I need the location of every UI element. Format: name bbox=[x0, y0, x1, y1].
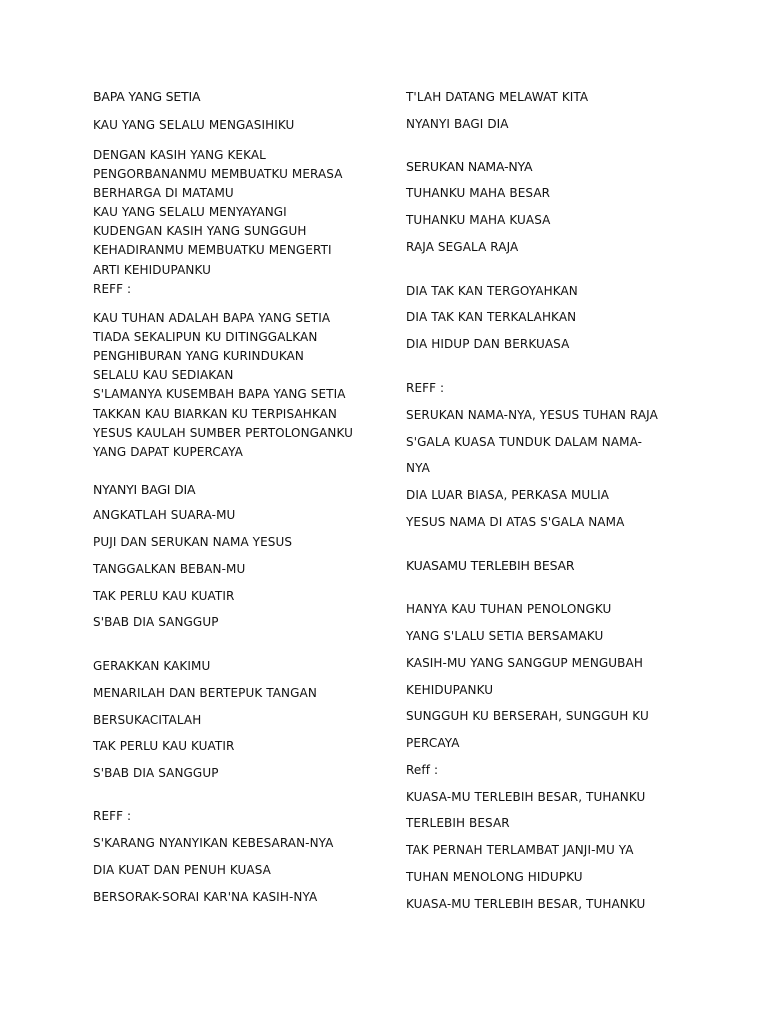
lyric-line: DIA HIDUP DAN BERKUASA bbox=[406, 337, 570, 351]
lyric-line: TUHAN MENOLONG HIDUPKU bbox=[406, 870, 583, 884]
reff-label: REFF : bbox=[93, 809, 132, 823]
lyric-line: S'BAB DIA SANGGUP bbox=[93, 766, 219, 780]
lyric-line: TAK PERLU KAU KUATIR bbox=[93, 739, 235, 753]
lyric-line: DIA TAK KAN TERGOYAHKAN bbox=[406, 284, 578, 298]
lyric-line: TIADA SEKALIPUN KU DITINGGALKAN bbox=[93, 330, 318, 344]
song-title: BAPA YANG SETIA bbox=[93, 89, 201, 104]
lyric-line: YANG DAPAT KUPERCAYA bbox=[93, 445, 243, 459]
lyric-line: HANYA KAU TUHAN PENOLONGKU bbox=[406, 602, 612, 616]
lyric-line: DIA KUAT DAN PENUH KUASA bbox=[93, 863, 271, 877]
lyric-line: KEHADIRANMU MEMBUATKU MENGERTI bbox=[93, 243, 332, 257]
lyric-line: TAK PERNAH TERLAMBAT JANJI-MU YA bbox=[406, 843, 634, 857]
lyric-line: TERLEBIH BESAR bbox=[406, 816, 510, 830]
lyric-line: DIA TAK KAN TERKALAHKAN bbox=[406, 310, 577, 324]
lyric-line: ARTI KEHIDUPANKU bbox=[93, 263, 211, 277]
lyric-line: DIA LUAR BIASA, PERKASA MULIA bbox=[406, 488, 610, 502]
lyric-line: SELALU KAU SEDIAKAN bbox=[93, 368, 234, 382]
lyric-line: YESUS NAMA DI ATAS S'GALA NAMA bbox=[406, 515, 625, 529]
lyric-line: BERSORAK-SORAI KAR'NA KASIH-NYA bbox=[93, 890, 318, 904]
lyric-line: S'KARANG NYANYIKAN KEBESARAN-NYA bbox=[93, 836, 334, 850]
reff-label: REFF : bbox=[406, 381, 445, 395]
lyric-line: KUASA-MU TERLEBIH BESAR, TUHANKU bbox=[406, 790, 646, 804]
lyric-line: KEHIDUPANKU bbox=[406, 683, 494, 697]
lyric-line: MENARILAH DAN BERTEPUK TANGAN bbox=[93, 686, 317, 700]
lyric-line: TUHANKU MAHA BESAR bbox=[406, 186, 551, 200]
song-title: SERUKAN NAMA-NYA bbox=[406, 159, 533, 174]
lyric-line: NYA bbox=[406, 461, 430, 475]
lyric-line: S'BAB DIA SANGGUP bbox=[93, 615, 219, 629]
lyric-line: TAKKAN KAU BIARKAN KU TERPISAHKAN bbox=[93, 407, 337, 421]
lyric-line: SUNGGUH KU BERSERAH, SUNGGUH KU bbox=[406, 709, 649, 723]
song-title: NYANYI BAGI DIA bbox=[93, 482, 196, 497]
lyric-line: KUASA-MU TERLEBIH BESAR, TUHANKU bbox=[406, 897, 646, 911]
lyric-line: KAU YANG SELALU MENYAYANGI bbox=[93, 205, 287, 219]
lyric-line: KUDENGAN KASIH YANG SUNGGUH bbox=[93, 224, 307, 238]
lyric-line: NYANYI BAGI DIA bbox=[406, 117, 509, 131]
lyric-line: RAJA SEGALA RAJA bbox=[406, 240, 519, 254]
lyric-line: TUHANKU MAHA KUASA bbox=[406, 213, 551, 227]
lyric-line: KAU YANG SELALU MENGASIHIKU bbox=[93, 118, 295, 132]
reff-label: Reff : bbox=[406, 763, 439, 777]
lyric-line: DENGAN KASIH YANG KEKAL bbox=[93, 148, 266, 162]
lyric-line: TANGGALKAN BEBAN-MU bbox=[93, 562, 246, 576]
lyric-line: YANG S'LALU SETIA BERSAMAKU bbox=[406, 629, 604, 643]
lyric-line: PUJI DAN SERUKAN NAMA YESUS bbox=[93, 535, 293, 549]
lyric-line: S'GALA KUASA TUNDUK DALAM NAMA- bbox=[406, 435, 643, 449]
lyric-line: PENGHIBURAN YANG KURINDUKAN bbox=[93, 349, 304, 363]
lyric-line: YESUS KAULAH SUMBER PERTOLONGANKU bbox=[93, 426, 353, 440]
lyric-line: BERHARGA DI MATAMU bbox=[93, 186, 234, 200]
lyric-line: S'LAMANYA KUSEMBAH BAPA YANG SETIA bbox=[93, 387, 346, 401]
lyric-line: PENGORBANANMU MEMBUATKU MERASA bbox=[93, 167, 343, 181]
song-title: KUASAMU TERLEBIH BESAR bbox=[406, 558, 575, 573]
lyric-line: BERSUKACITALAH bbox=[93, 713, 202, 727]
lyric-line: PERCAYA bbox=[406, 736, 460, 750]
lyric-line: ANGKATLAH SUARA-MU bbox=[93, 508, 236, 522]
lyric-line: TAK PERLU KAU KUATIR bbox=[93, 589, 235, 603]
lyric-line: KAU TUHAN ADALAH BAPA YANG SETIA bbox=[93, 311, 331, 325]
lyric-line: KASIH-MU YANG SANGGUP MENGUBAH bbox=[406, 656, 643, 670]
reff-label: REFF : bbox=[93, 282, 132, 296]
lyric-line: T'LAH DATANG MELAWAT KITA bbox=[406, 90, 589, 104]
lyric-line: SERUKAN NAMA-NYA, YESUS TUHAN RAJA bbox=[406, 408, 658, 422]
lyric-line: GERAKKAN KAKIMU bbox=[93, 659, 211, 673]
